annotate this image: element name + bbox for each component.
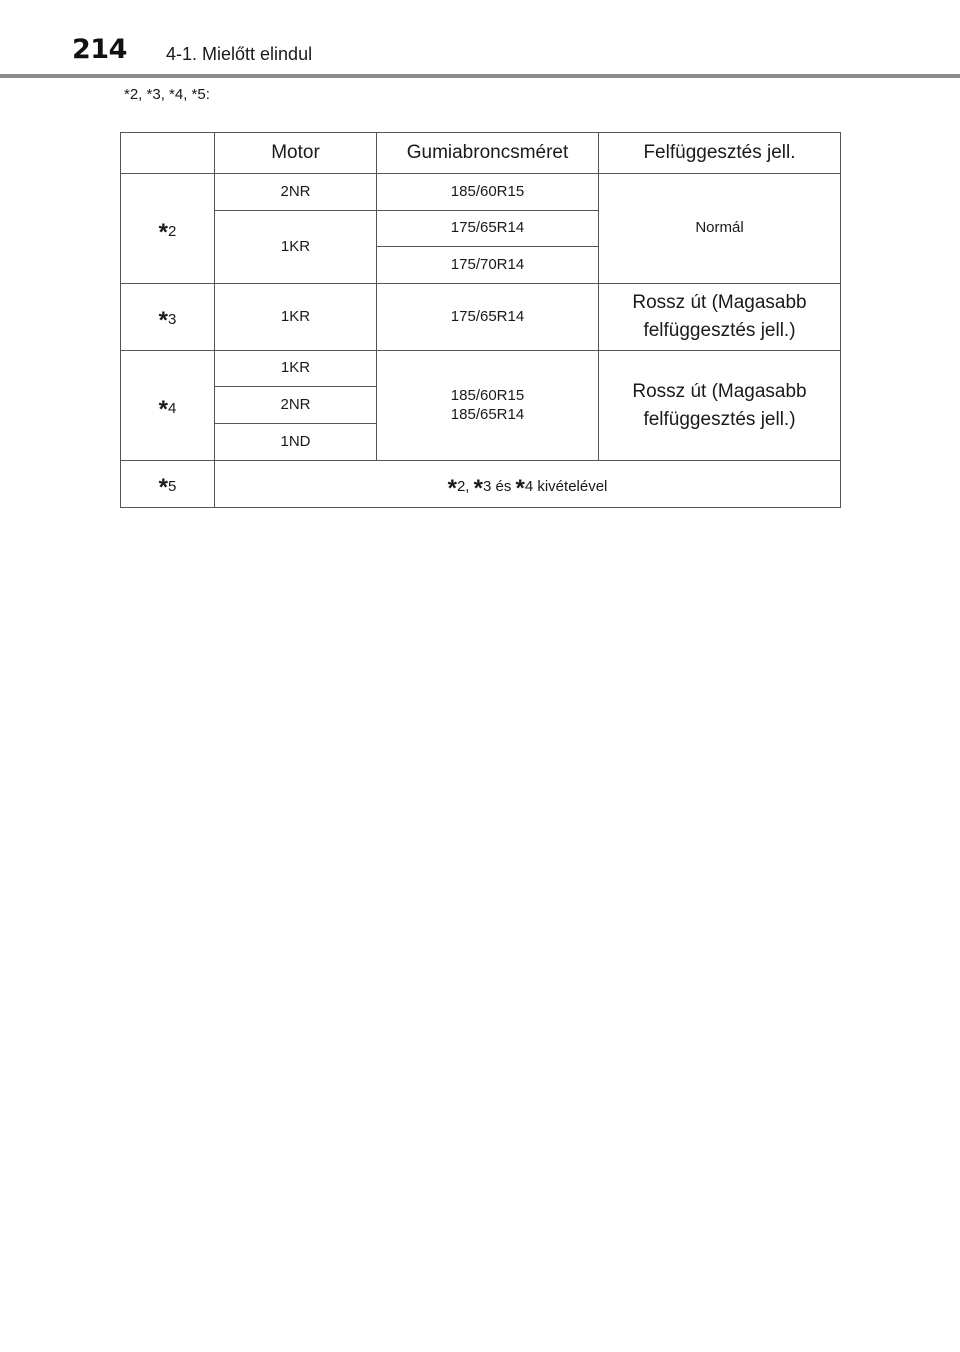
intro-text: *2, *3, *4, *5:	[124, 86, 210, 103]
tire-cell: 175/65R14	[377, 211, 599, 247]
tire-cell: 185/60R15 185/65R14	[377, 351, 599, 461]
asterisk-icon: *	[515, 475, 525, 502]
engine-cell: 1KR	[215, 211, 377, 284]
asterisk-icon: *	[158, 307, 168, 334]
page-header	[0, 0, 960, 80]
header-cell-suspension: Felfüggesztés jell.	[599, 133, 841, 174]
asterisk-icon: *	[158, 474, 168, 501]
engine-cell: 1KR	[215, 284, 377, 351]
tire-spec-table	[120, 132, 841, 508]
engine-cell: 2NR	[215, 174, 377, 211]
table-header-row	[121, 133, 841, 174]
table-row	[121, 284, 841, 351]
asterisk-icon: *	[158, 395, 168, 423]
section-title: 4-1. Mielőtt elindul	[166, 44, 313, 64]
group-label-4: *4	[121, 351, 215, 461]
asterisk-icon: *	[473, 475, 483, 502]
header-cell-motor: Motor	[215, 133, 377, 174]
header-rule	[0, 74, 960, 78]
suspension-cell: Normál	[599, 174, 841, 284]
header-cell-tire-size: Gumiabroncsméret	[377, 133, 599, 174]
table-row	[121, 461, 841, 508]
tire-cell: 175/70R14	[377, 247, 599, 284]
table-row	[121, 174, 841, 211]
engine-cell: 1KR	[215, 351, 377, 387]
header-cell-empty	[121, 133, 215, 174]
suspension-cell: Rossz út (Magasabb felfüggesztés jell.)	[599, 284, 841, 351]
asterisk-icon: *	[158, 218, 168, 246]
exception-note-cell: *2, *3 és *4 kivételével	[215, 461, 841, 508]
page-number: 214	[72, 34, 127, 65]
table-row	[121, 351, 841, 387]
group-label-2: *2	[121, 174, 215, 284]
tire-cell: 175/65R14	[377, 284, 599, 351]
suspension-cell: Rossz út (Magasabb felfüggesztés jell.)	[599, 351, 841, 461]
engine-cell: 1ND	[215, 424, 377, 461]
engine-cell: 2NR	[215, 387, 377, 424]
group-label-3: *3	[121, 284, 215, 351]
group-label-5: *5	[121, 461, 215, 508]
tire-cell: 185/60R15	[377, 174, 599, 211]
asterisk-icon: *	[447, 475, 457, 502]
